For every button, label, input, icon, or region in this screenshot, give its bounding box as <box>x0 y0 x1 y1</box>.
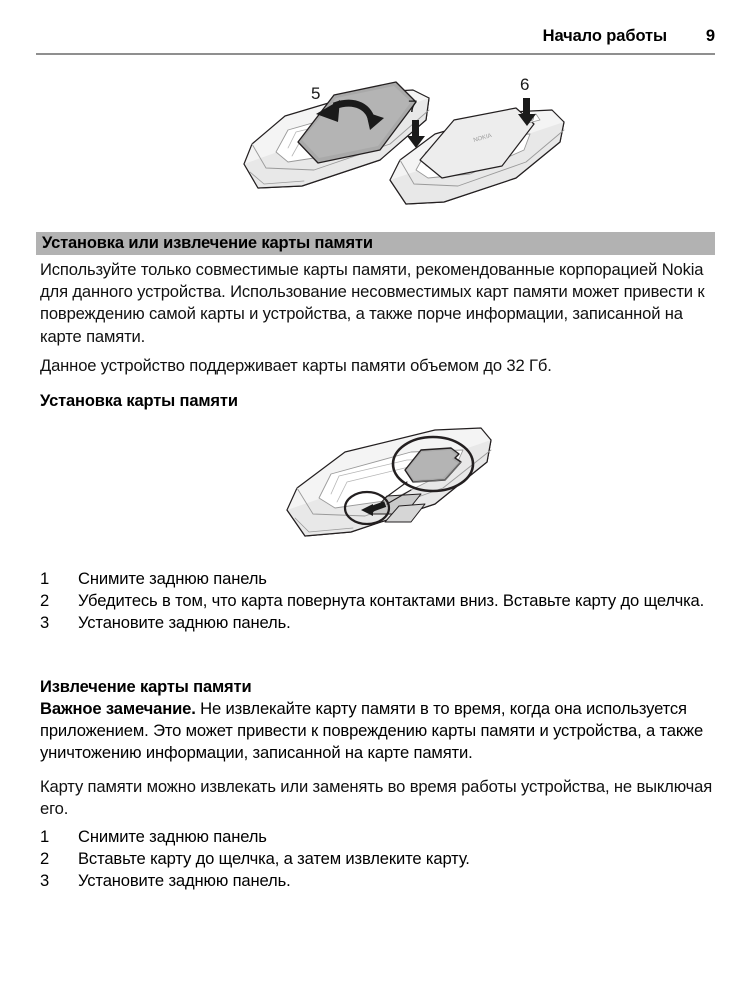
header-divider <box>36 53 715 55</box>
note-label: Важное замечание. <box>40 699 196 718</box>
list-item-text: Вставьте карту до щелчка, а затем извлеките карту. <box>78 849 470 869</box>
figure-callout-7: 7 <box>408 97 418 116</box>
list-item <box>40 568 721 590</box>
note-text: Не извлекайте карту памяти в то время, когда она используется приложением. Это может привести к повреждению карты памяти и устройства, а также уничтожению информации, записанной на карте памяти. <box>40 699 704 763</box>
list-item-number: 3 <box>40 613 50 633</box>
figure-callout-5: 5 <box>311 84 321 103</box>
heading-install-memory-card: Установка карты памяти <box>40 392 238 410</box>
figure-back-cover-illustration <box>230 68 570 208</box>
list-item <box>40 590 721 612</box>
figure-memory-card-illustration <box>275 418 535 558</box>
heading-remove-memory-card: Извлечение карты памяти <box>40 678 252 696</box>
svg-text:NOKIA: NOKIA <box>472 133 493 144</box>
figure-callout-6: 6 <box>520 75 530 94</box>
list-item-number: 1 <box>40 827 50 846</box>
list-item <box>40 848 721 870</box>
list-item-number: 1 <box>40 569 50 588</box>
section-banner-label: Установка или извлечение карты памяти <box>42 234 373 252</box>
list-item-number: 3 <box>40 871 50 891</box>
list-item-text: Убедитесь в том, что карта повернута контактами вниз. Вставьте карту до щелчка. <box>78 591 705 611</box>
list-item-text: Установите заднюю панель. <box>78 613 291 633</box>
list-item <box>40 612 721 634</box>
header-title: Начало работы <box>542 27 667 45</box>
list-item-number: 2 <box>40 591 50 611</box>
list-item <box>40 826 721 848</box>
paragraph-hotswap: Карту памяти можно извлекать или заменять во время работы устройства, не выключая его. <box>40 777 713 819</box>
remove-steps-list <box>40 826 721 893</box>
section-banner <box>36 232 715 255</box>
list-item-text: Снимите заднюю панель <box>78 827 267 846</box>
page-number: 9 <box>705 27 715 45</box>
list-item-text: Установите заднюю панель. <box>78 871 291 891</box>
paragraph-important-note <box>40 698 721 765</box>
paragraph-compatible-cards: Используйте только совместимые карты памяти, рекомендованные корпорацией Nokia для данного устройства. Использование несовместимых карт памяти может привести к повреждению самой карты и устройства, а также порче информации, записанной на карте памяти. <box>40 260 705 346</box>
list-item-text: Снимите заднюю панель <box>78 569 267 588</box>
list-item-number: 2 <box>40 849 50 869</box>
paragraph-capacity: Данное устройство поддерживает карты памяти объемом до 32 Гб. <box>40 356 552 375</box>
list-item <box>40 870 721 892</box>
install-steps-list <box>40 568 721 635</box>
page-header <box>36 26 715 56</box>
